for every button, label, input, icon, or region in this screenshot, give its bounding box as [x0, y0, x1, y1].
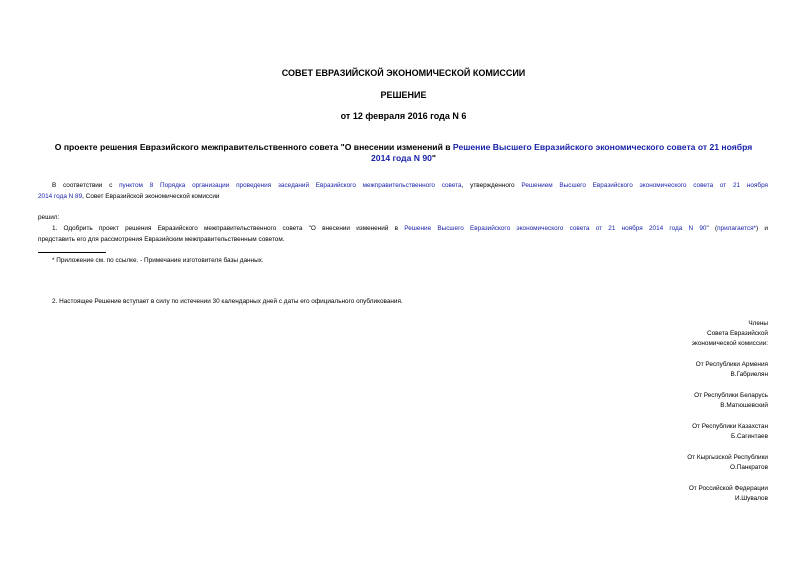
sign-country-russia: От Российской Федерации — [688, 485, 768, 492]
item2: 2. Настоящее Решение вступает в силу по истечении 30 календарных дней с даты его официального опубликования. — [52, 298, 403, 305]
doc-subject-line1 — [0, 142, 807, 152]
preamble-text: В соответствии с — [52, 182, 120, 189]
sign-header-3: экономической комиссии: — [691, 340, 768, 347]
preamble-link-procedure[interactable]: пунктом 8 Порядка организации проведения заседаний Евразийского межправительственного совета — [119, 182, 462, 189]
footnote-divider — [38, 252, 106, 253]
sign-country-armenia: От Республики Армения — [695, 361, 768, 368]
subject-text: О проекте решения Евразийского межправительственного совета "О внесении изменений в — [54, 142, 453, 152]
sign-header-1: Члены — [748, 320, 768, 327]
subject-link[interactable]: Решение Высшего Евразийского экономического совета от 21 ноября — [452, 142, 753, 152]
sign-name-kazakhstan: Б.Сагинтаев — [731, 433, 768, 440]
subject-text-end: " — [431, 153, 436, 163]
preamble-link-decision[interactable]: Решением Высшего Евразийского экономического совета от 21 ноября — [521, 182, 769, 189]
item1-text-mid: " ( — [706, 225, 718, 232]
preamble-text-mid: , утвержденного — [461, 182, 522, 189]
preamble-line1 — [52, 183, 768, 189]
sign-name-belarus: В.Матюшевский — [720, 402, 768, 409]
decided-label: решил: — [38, 214, 60, 221]
doc-subject-line2 — [0, 153, 807, 163]
org-title: СОВЕТ ЕВРАЗИЙСКОЙ ЭКОНОМИЧЕСКОЙ КОМИССИИ — [281, 68, 526, 78]
item1-link-attachment[interactable]: прилагается* — [717, 225, 757, 232]
item1-line2: представить его для рассмотрения Евразийским межправительственным советом. — [38, 236, 285, 243]
preamble-link-decision-cont[interactable]: 2014 года N 89 — [38, 193, 83, 200]
sign-country-belarus: От Республики Беларусь — [694, 392, 768, 399]
preamble-line2 — [38, 194, 219, 200]
sign-country-kazakhstan: От Республики Казахстан — [692, 423, 768, 430]
sign-header-2: Совета Евразийской — [707, 330, 768, 337]
sign-name-armenia: В.Габриелян — [730, 371, 768, 378]
sign-name-kyrgyzstan: О.Панкратов — [730, 464, 768, 471]
item1-link-decision[interactable]: Решение Высшего Евразийского экономического совета от 21 ноября 2014 года N 90 — [404, 225, 707, 232]
sign-name-russia: И.Шувалов — [734, 495, 768, 502]
subject-link-cont[interactable]: 2014 года N 90 — [371, 153, 432, 163]
sign-country-kyrgyzstan: От Кыргызской Республики — [687, 454, 768, 461]
doc-date: от 12 февраля 2016 года N 6 — [340, 111, 467, 121]
doc-type: РЕШЕНИЕ — [380, 90, 427, 100]
preamble-text-end: , Совет Евразийской экономической комиссии — [82, 193, 220, 200]
item1-line1 — [52, 226, 768, 232]
item1-text: 1. Одобрить проект решения Евразийского межправительственного совета "О внесении изменений в — [52, 225, 405, 232]
footnote: * Приложение см. по ссылке. - Примечание изготовителя базы данных. — [52, 257, 264, 264]
item1-text-end: ) и — [756, 225, 768, 232]
